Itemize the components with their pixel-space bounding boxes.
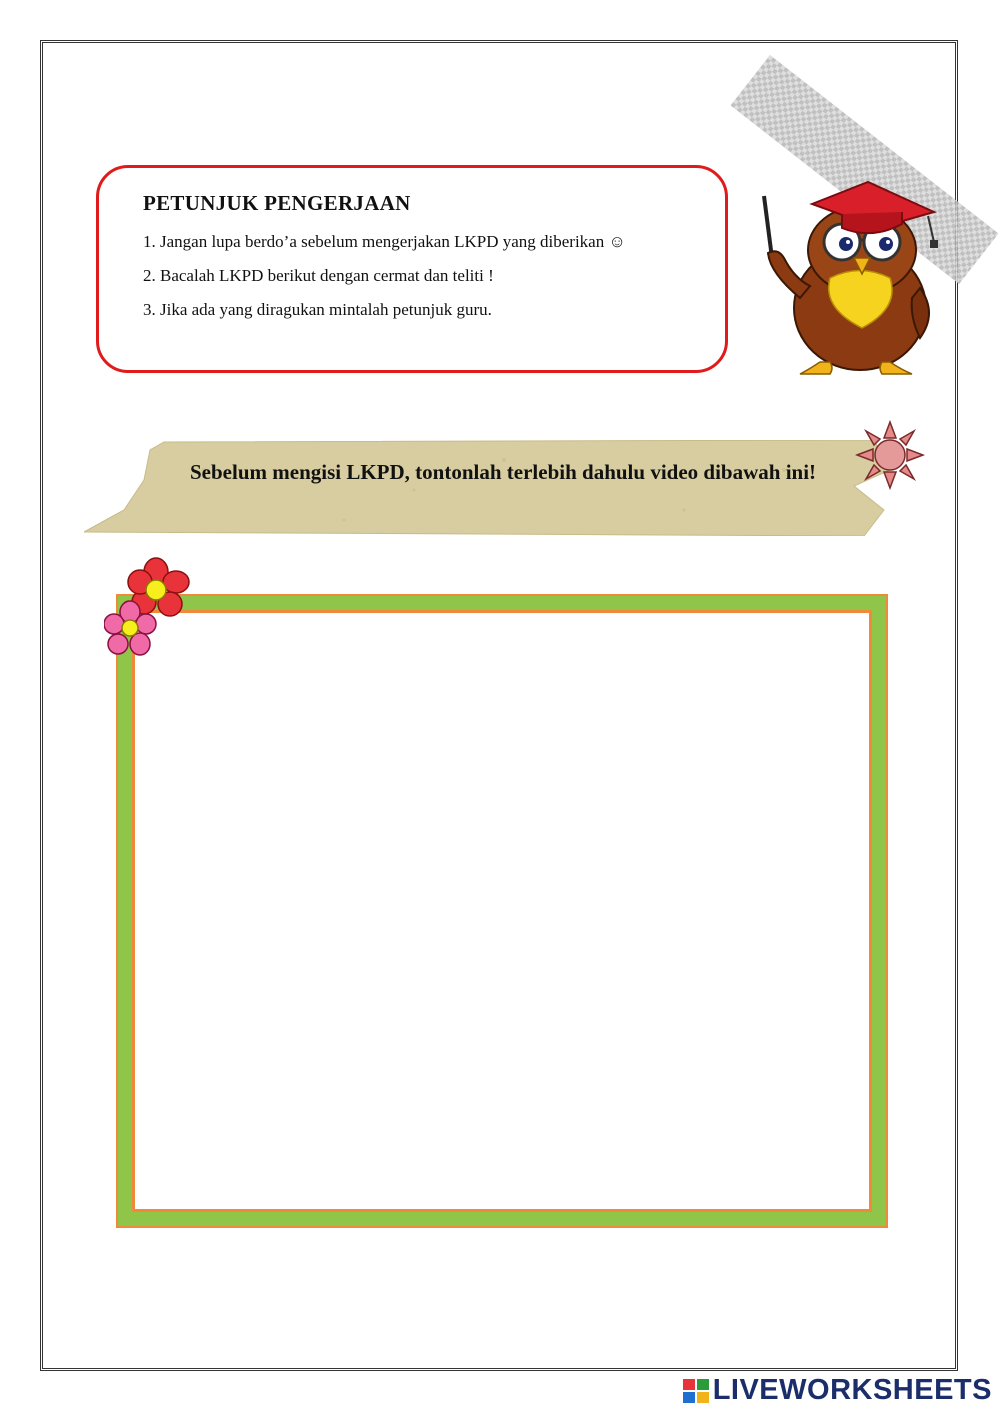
liveworksheets-text: LIVEWORKSHEETS <box>712 1374 992 1406</box>
instructions-title: PETUNJUK PENGERJAAN <box>143 191 411 215</box>
video-frame <box>116 594 888 1228</box>
sun-icon <box>855 420 925 490</box>
liveworksheets-mark-icon <box>683 1379 709 1403</box>
video-placeholder[interactable] <box>132 610 872 1212</box>
banner-instruction: Sebelum mengisi LKPD, tontonlah terlebih dahulu video dibawah ini! <box>190 460 817 484</box>
instruction-item-1: 1. Jangan lupa berdo’a sebelum mengerjakan LKPD yang diberikan ☺ <box>143 232 626 251</box>
flower-icon <box>104 556 194 664</box>
instruction-item-3: 3. Jika ada yang diragukan mintalah petunjuk guru. <box>143 300 492 319</box>
liveworksheets-logo[interactable] <box>683 1374 992 1407</box>
owl-teacher-icon <box>750 178 950 380</box>
instruction-item-2: 2. Bacalah LKPD berikut dengan cermat dan teliti ! <box>143 266 494 285</box>
